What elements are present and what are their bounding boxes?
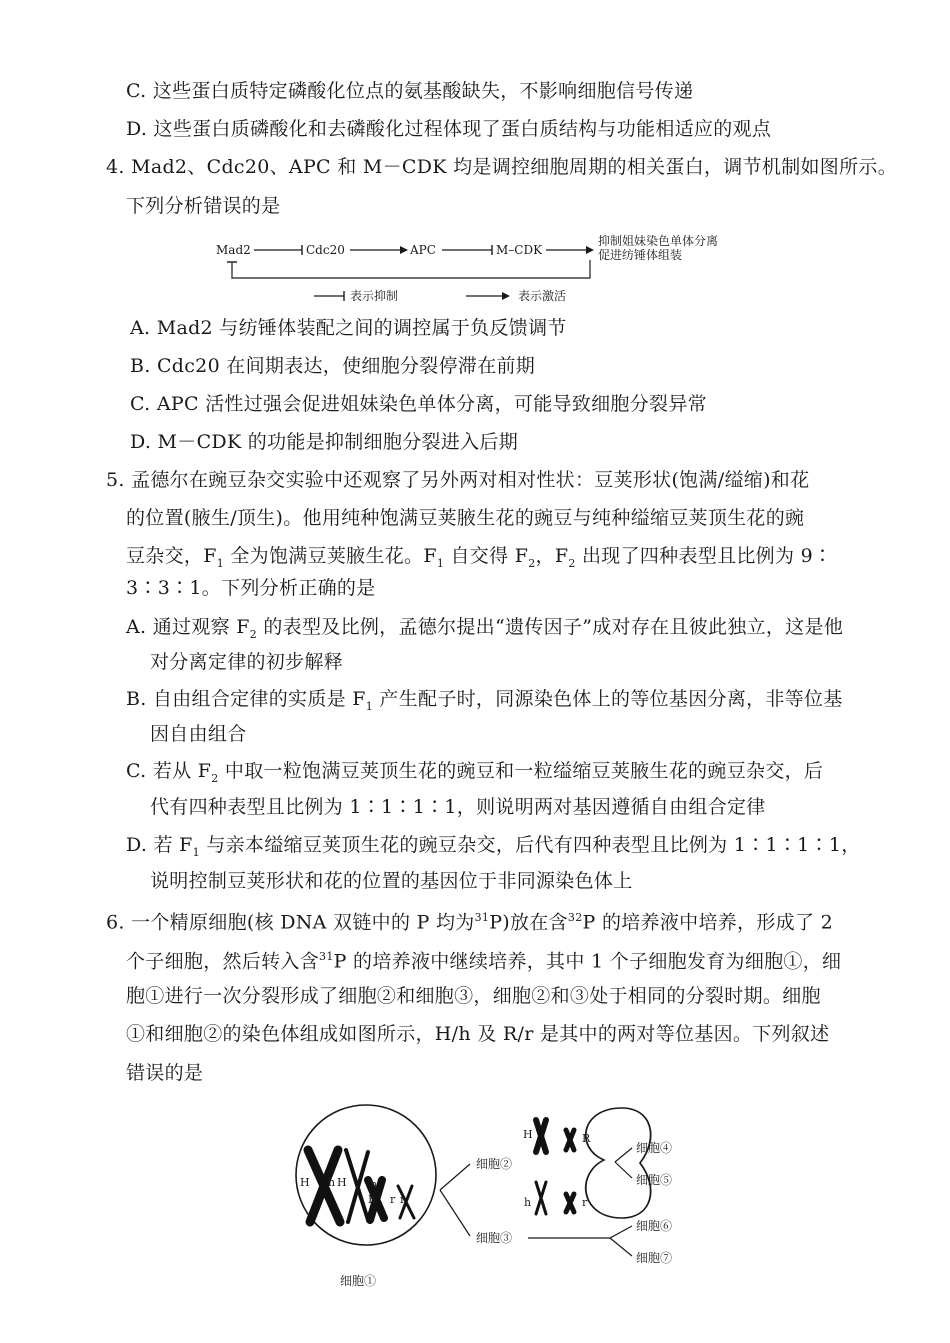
gene-label-h: h xyxy=(524,1196,532,1209)
q5-stem-line1: 5. 孟德尔在豌豆杂交实验中还观察了另外两对相对性状：豆荚形状(饱满/缢缩)和花 xyxy=(106,469,810,491)
arrowhead-1 xyxy=(400,246,408,254)
q4-option-b: B. Cdc20 在间期表达，使细胞分裂停滞在前期 xyxy=(130,355,536,377)
q5-option-a-line1 xyxy=(126,614,843,648)
q6-stem-line5: 错误的是 xyxy=(126,1062,204,1084)
q5-option-b-line2: 因自由组合 xyxy=(150,723,247,745)
label-cell1: 细胞① xyxy=(340,1274,377,1288)
chromosome-large-1 xyxy=(308,1150,340,1222)
q5-stem-line2: 的位置(腋生/顶生)。他用纯种饱满豆荚腋生花的豌豆与纯种缢缩豆荚顶生花的豌 xyxy=(126,507,805,529)
chromosome-bottom-1 xyxy=(536,1182,546,1214)
text: 出现了四种表型且比例为 9∶ xyxy=(575,545,833,567)
text: 中取一粒饱满豆荚顶生花的豌豆和一粒缢缩豆荚腋生花的豌豆杂交，后 xyxy=(218,760,824,782)
subscript: 1 xyxy=(365,699,374,713)
q6-stem-line1 xyxy=(106,905,833,935)
text: 产生配子时，同源染色体上的等位基因分离，非等位基 xyxy=(373,688,843,710)
text: C. 若从 F xyxy=(126,760,212,782)
text: 6. 一个精原细胞(核 DNA 双链中的 P 均为 xyxy=(106,911,475,934)
q5-option-c-line2: 代有四种表型且比例为 1∶1∶1∶1，则说明两对基因遵循自由组合定律 xyxy=(150,796,766,818)
text: P 的培养液中培养，形成了 2 xyxy=(582,911,833,934)
subscript: 2 xyxy=(249,627,258,641)
q4-option-a: A. Mad2 与纺锤体装配之间的调控属于负反馈调节 xyxy=(130,317,567,339)
label-cell6: 细胞⑥ xyxy=(636,1219,673,1233)
node-apc: APC xyxy=(410,243,436,257)
q3-option-d: D. 这些蛋白质磷酸化和去磷酸化过程体现了蛋白质结构与功能相适应的观点 xyxy=(126,118,772,140)
label-cell4: 细胞④ xyxy=(636,1141,673,1155)
text: 个子细胞，然后转入含 xyxy=(126,950,320,973)
gene-label-h: h xyxy=(328,1176,336,1189)
subscript: 1 xyxy=(436,556,445,570)
text: P)放在含 xyxy=(489,911,568,934)
text: P 的培养液中继续培养，其中 1 个子细胞发育为细胞①，细 xyxy=(333,950,842,973)
arrow-to-cell4 xyxy=(615,1148,632,1162)
superscript: 32 xyxy=(567,911,583,924)
gene-label-r: r xyxy=(582,1196,588,1209)
cell2-membrane xyxy=(586,1108,651,1218)
text: 的表型及比例，孟德尔提出“遗传因子”成对存在且彼此独立，这是他 xyxy=(257,616,844,638)
label-cell3: 细胞③ xyxy=(476,1231,513,1245)
subscript: 2 xyxy=(528,556,536,570)
q5-option-b-line1 xyxy=(126,686,843,720)
gene-label-R: R xyxy=(368,1193,377,1206)
text: ，F xyxy=(535,545,569,567)
label-cell7: 细胞⑦ xyxy=(636,1251,673,1265)
arrow-to-cell6 xyxy=(528,1226,632,1238)
legend-activate-label: 表示激活 xyxy=(518,289,567,303)
legend-arrowhead xyxy=(502,292,510,300)
subscript: 2 xyxy=(568,556,576,570)
chromosome-large-2 xyxy=(346,1150,368,1222)
gene-label-H: H xyxy=(523,1128,533,1141)
q4-stem-line1: 4. Mad2、Cdc20、APC 和 M－CDK 均是调控细胞周期的相关蛋白，调节机制如图所示。 xyxy=(106,156,898,178)
superscript: 31 xyxy=(474,911,490,924)
text: 自交得 F xyxy=(444,545,529,567)
arrow-to-cell3 xyxy=(440,1190,470,1236)
q5-option-d-line1 xyxy=(126,832,861,866)
arrow-to-cell7 xyxy=(610,1238,632,1256)
text: 全为饱满豆荚腋生花。F xyxy=(224,545,437,567)
legend-inhibit-label: 表示抑制 xyxy=(350,289,399,303)
gene-label-r: r xyxy=(390,1193,396,1206)
gene-label-H: H xyxy=(300,1176,310,1189)
arrow-to-cell5 xyxy=(615,1162,632,1178)
node-mcdk: M–CDK xyxy=(496,243,543,257)
q5-option-c-line1 xyxy=(126,758,823,792)
cell2-chromosomes xyxy=(536,1120,574,1214)
chromosome-top-1 xyxy=(536,1120,546,1152)
arrowhead-2 xyxy=(586,246,594,254)
text: A. 通过观察 F xyxy=(126,616,250,638)
q6-stem-line3: 胞①进行一次分裂形成了细胞②和细胞③，细胞②和③处于相同的分裂时期。细胞 xyxy=(126,985,821,1007)
q5-option-a-line2: 对分离定律的初步解释 xyxy=(150,651,344,673)
q5-stem-line4: 3∶3∶1。下列分析正确的是 xyxy=(126,577,376,599)
gene-label-r: r xyxy=(400,1193,406,1206)
q6-stem-line4: ①和细胞②的染色体组成如图所示，H/h 及 R/r 是其中的两对等位基因。下列叙述 xyxy=(126,1023,830,1045)
q4-option-c: C. APC 活性过强会促进姐妹染色单体分离，可能导致细胞分裂异常 xyxy=(130,393,707,415)
q5-stem-line3 xyxy=(126,543,832,577)
q5-option-d-line2: 说明控制豆荚形状和花的位置的基因位于非同源染色体上 xyxy=(150,870,633,892)
text: 豆杂交，F xyxy=(126,545,217,567)
gene-label-R: R xyxy=(582,1132,591,1145)
subscript: 2 xyxy=(211,771,219,785)
label-cell2: 细胞② xyxy=(476,1157,513,1171)
superscript: 31 xyxy=(319,950,334,963)
text: D. 若 F xyxy=(126,834,193,856)
q6-stem-line2 xyxy=(126,944,841,974)
q3-option-c: C. 这些蛋白质特定磷酸化位点的氨基酸缺失，不影响细胞信号传递 xyxy=(126,80,694,102)
q4-regulation-diagram xyxy=(210,228,770,308)
result-2: 促进纺锤体组装 xyxy=(598,248,683,262)
subscript: 1 xyxy=(216,556,224,570)
node-mad2: Mad2 xyxy=(216,243,251,257)
q4-stem-line2: 下列分析错误的是 xyxy=(126,195,281,217)
chromosome-bottom-2 xyxy=(566,1194,574,1212)
result-1: 抑制姐妹染色单体分离 xyxy=(598,234,719,248)
label-cell5: 细胞⑤ xyxy=(636,1173,673,1187)
feedback-line xyxy=(232,260,590,278)
arrow-to-cell2 xyxy=(440,1164,470,1190)
subscript: 1 xyxy=(192,845,200,859)
gene-label-H: H xyxy=(337,1176,347,1189)
text: 与亲本缢缩豆荚顶生花的豌豆杂交，后代有四种表型且比例为 1∶1∶1∶1， xyxy=(199,834,861,856)
q4-option-d: D. M－CDK 的功能是抑制细胞分裂进入后期 xyxy=(130,431,518,453)
node-cdc20: Cdc20 xyxy=(306,243,345,257)
q6-cell-division-figure xyxy=(280,1090,720,1300)
text: B. 自由组合定律的实质是 F xyxy=(126,688,366,710)
gene-label-h: h xyxy=(370,1178,378,1191)
cell1-chromosomes xyxy=(308,1150,414,1222)
chromosome-top-2 xyxy=(566,1130,574,1150)
